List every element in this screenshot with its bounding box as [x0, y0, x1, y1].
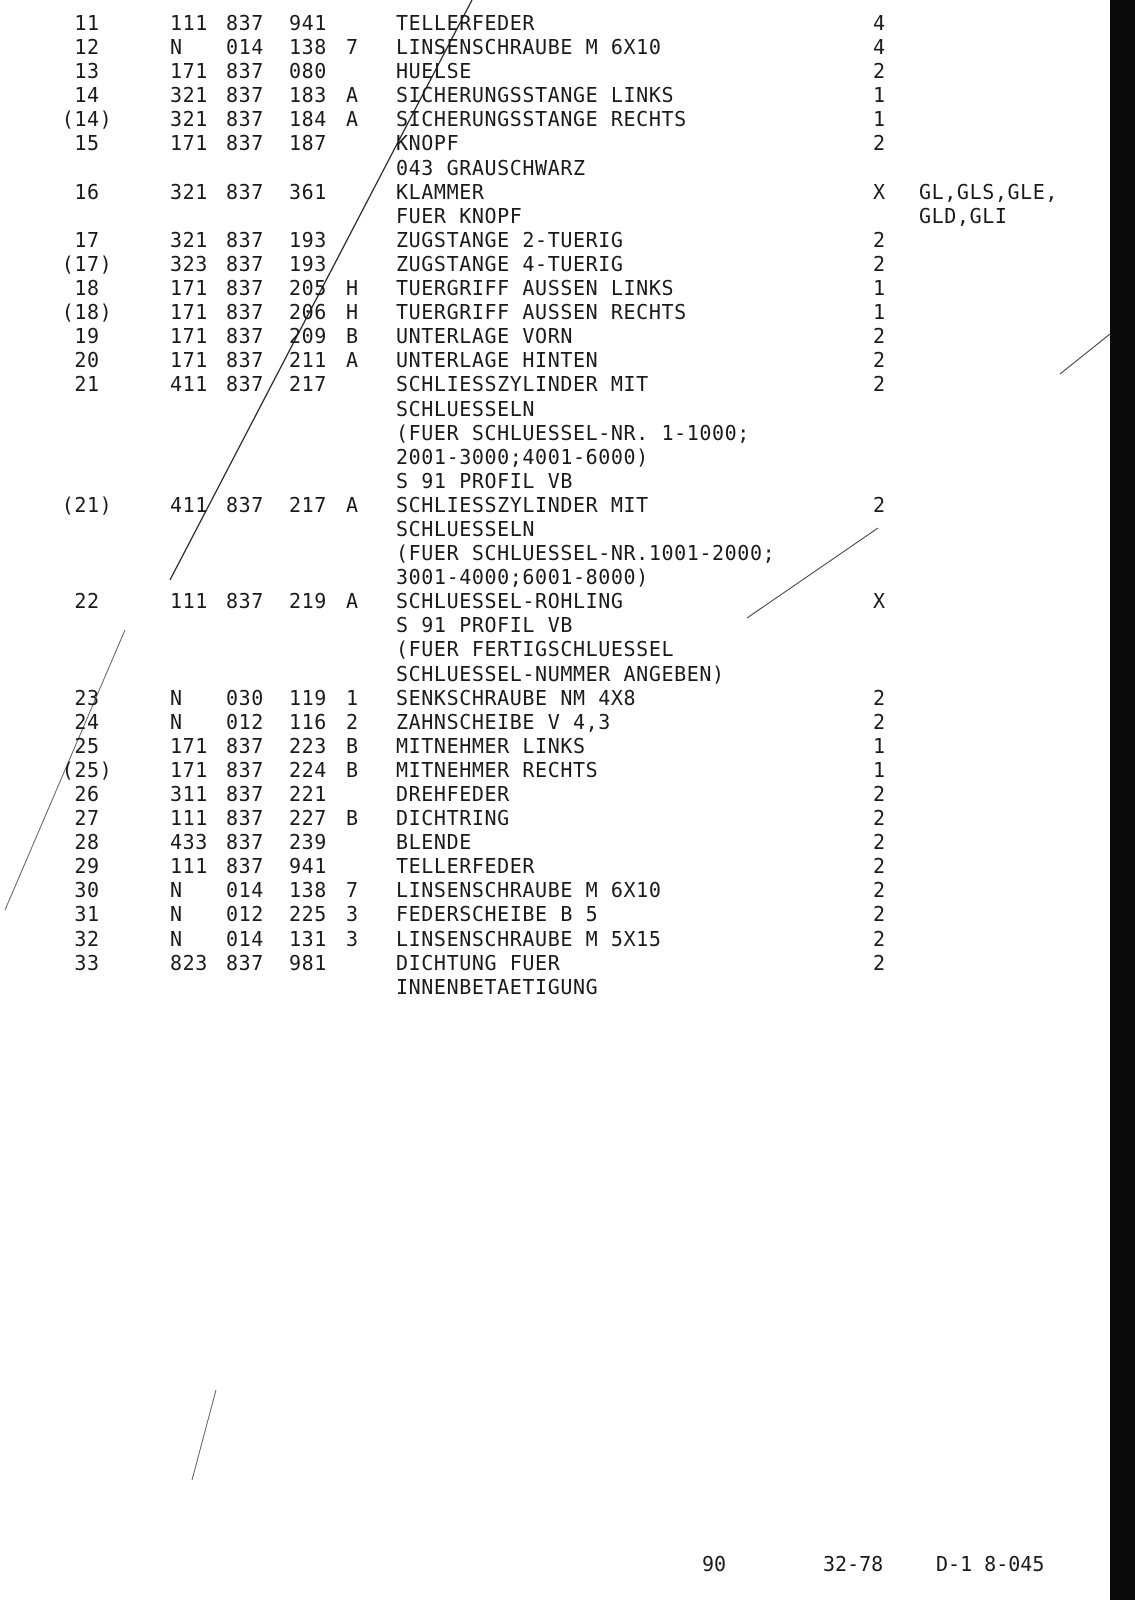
part-group: 837: [226, 227, 264, 252]
part-number: 223: [289, 733, 327, 758]
parts-row: [0, 493, 1110, 517]
part-quantity: 2: [873, 950, 886, 975]
footer-reference: D-1 8-045: [936, 1552, 1045, 1576]
part-group: 030: [226, 685, 264, 710]
part-description: SCHLUESSEL-ROHLING: [396, 589, 624, 614]
part-quantity: 1: [873, 733, 886, 758]
part-group: 837: [226, 276, 264, 301]
position-number: 20: [74, 348, 100, 373]
part-group: 014: [226, 35, 264, 60]
part-suffix: 3: [346, 902, 359, 927]
part-prefix: 171: [170, 59, 208, 84]
position-number: (14): [61, 107, 113, 132]
part-group: 837: [226, 11, 264, 35]
part-group: 837: [226, 372, 264, 397]
parts-row: [0, 782, 1110, 806]
part-quantity: X: [873, 589, 886, 614]
part-group: 837: [226, 950, 264, 975]
part-suffix: 2: [346, 709, 359, 734]
parts-row: [0, 517, 1110, 541]
part-prefix: 171: [170, 300, 208, 325]
part-prefix: N: [170, 35, 183, 60]
parts-row: [0, 11, 1110, 35]
position-number: 25: [74, 733, 100, 758]
parts-row: [0, 228, 1110, 252]
part-description: MITNEHMER RECHTS: [396, 757, 599, 782]
part-number: 217: [289, 372, 327, 397]
part-group: 014: [226, 926, 264, 951]
parts-row: [0, 758, 1110, 782]
position-number: 17: [74, 227, 100, 252]
part-number: 080: [289, 59, 327, 84]
part-suffix: A: [346, 83, 359, 108]
part-suffix: A: [346, 348, 359, 373]
parts-row: [0, 854, 1110, 878]
parts-row: [0, 613, 1110, 637]
part-suffix: A: [346, 492, 359, 517]
parts-row: [0, 469, 1110, 493]
position-number: (18): [61, 300, 113, 325]
position-number: (17): [61, 251, 113, 276]
part-quantity: 4: [873, 35, 886, 60]
parts-row: [0, 902, 1110, 926]
part-quantity: 2: [873, 685, 886, 710]
part-group: 837: [226, 179, 264, 204]
parts-row: [0, 565, 1110, 589]
parts-row: [0, 878, 1110, 902]
part-suffix: 3: [346, 926, 359, 951]
part-number: 217: [289, 492, 327, 517]
part-number: 981: [289, 950, 327, 975]
parts-row: [0, 180, 1110, 204]
part-quantity: 2: [873, 227, 886, 252]
position-number: (21): [61, 492, 113, 517]
part-number: 116: [289, 709, 327, 734]
part-quantity: 2: [873, 878, 886, 903]
parts-row: [0, 710, 1110, 734]
part-prefix: 171: [170, 324, 208, 349]
parts-row: [0, 734, 1110, 758]
position-number: 30: [74, 878, 100, 903]
part-prefix: 311: [170, 782, 208, 806]
part-quantity: 1: [873, 276, 886, 301]
part-quantity: 1: [873, 300, 886, 325]
part-number: 187: [289, 131, 327, 156]
part-group: 014: [226, 878, 264, 903]
position-number: 29: [74, 854, 100, 879]
part-description: TUERGRIFF AUSSEN RECHTS: [396, 300, 687, 325]
part-description: DREHFEDER: [396, 782, 510, 806]
part-prefix: 111: [170, 589, 208, 614]
part-suffix: 7: [346, 35, 359, 60]
parts-list: [0, 11, 1110, 999]
parts-row: [0, 806, 1110, 830]
position-number: 28: [74, 830, 100, 855]
part-number: 209: [289, 324, 327, 349]
part-number: 131: [289, 926, 327, 951]
part-prefix: 171: [170, 276, 208, 301]
part-number: 227: [289, 806, 327, 831]
part-quantity: 2: [873, 251, 886, 276]
part-prefix: 433: [170, 830, 208, 855]
part-description: ZAHNSCHEIBE V 4,3: [396, 709, 611, 734]
part-suffix: A: [346, 589, 359, 614]
part-prefix: N: [170, 878, 183, 903]
parts-row: [0, 204, 1110, 228]
parts-row: [0, 951, 1110, 975]
parts-row: [0, 107, 1110, 131]
part-prefix: 411: [170, 492, 208, 517]
parts-row: [0, 83, 1110, 107]
position-number: 16: [74, 179, 100, 204]
part-description: MITNEHMER LINKS: [396, 733, 586, 758]
part-description: ZUGSTANGE 2-TUERIG: [396, 227, 624, 252]
part-group: 837: [226, 854, 264, 879]
parts-row: [0, 589, 1110, 613]
part-description: LINSENSCHRAUBE M 6X10: [396, 878, 662, 903]
part-prefix: 823: [170, 950, 208, 975]
parts-row: [0, 348, 1110, 372]
part-prefix: 111: [170, 806, 208, 831]
part-description: DICHTRING: [396, 806, 510, 831]
part-number: 184: [289, 107, 327, 132]
part-group: 837: [226, 589, 264, 614]
part-prefix: 111: [170, 854, 208, 879]
part-description: HUELSE: [396, 59, 472, 84]
part-quantity: 2: [873, 806, 886, 831]
parts-row: [0, 975, 1110, 999]
part-description: (FUER SCHLUESSEL-NR.1001-2000;: [396, 541, 776, 566]
parts-row: [0, 686, 1110, 710]
part-number: 206: [289, 300, 327, 325]
part-group: 837: [226, 251, 264, 276]
part-description: S 91 PROFIL VB: [396, 613, 573, 638]
position-number: 12: [74, 35, 100, 60]
position-number: 32: [74, 926, 100, 951]
part-number: 193: [289, 227, 327, 252]
parts-row: [0, 541, 1110, 565]
part-prefix: N: [170, 902, 183, 927]
part-description: S 91 PROFIL VB: [396, 468, 573, 493]
part-number: 119: [289, 685, 327, 710]
parts-row: [0, 397, 1110, 421]
page-number: 90: [702, 1552, 727, 1576]
part-group: 012: [226, 902, 264, 927]
part-prefix: 321: [170, 83, 208, 108]
part-suffix: B: [346, 733, 359, 758]
parts-row: [0, 372, 1110, 396]
position-number: (25): [61, 757, 113, 782]
part-description: TUERGRIFF AUSSEN LINKS: [396, 276, 675, 301]
part-prefix: N: [170, 685, 183, 710]
parts-row: [0, 59, 1110, 83]
part-description: SICHERUNGSSTANGE RECHTS: [396, 107, 687, 132]
part-suffix: H: [346, 300, 359, 325]
part-prefix: 171: [170, 733, 208, 758]
part-group: 837: [226, 107, 264, 132]
part-prefix: 321: [170, 227, 208, 252]
part-quantity: 1: [873, 757, 886, 782]
part-prefix: 321: [170, 179, 208, 204]
part-quantity: X: [873, 179, 886, 204]
part-description: KNOPF: [396, 131, 460, 156]
part-group: 837: [226, 806, 264, 831]
position-number: 15: [74, 131, 100, 156]
part-quantity: 2: [873, 926, 886, 951]
part-group: 837: [226, 782, 264, 806]
parts-row: [0, 156, 1110, 180]
parts-row: [0, 445, 1110, 469]
part-description: 043 GRAUSCHWARZ: [396, 155, 586, 180]
parts-row: [0, 252, 1110, 276]
position-number: 22: [74, 589, 100, 614]
part-prefix: 171: [170, 131, 208, 156]
part-description: SICHERUNGSSTANGE LINKS: [396, 83, 675, 108]
part-description: LINSENSCHRAUBE M 6X10: [396, 35, 662, 60]
part-description: 2001-3000;4001-6000): [396, 444, 649, 469]
part-prefix: 411: [170, 372, 208, 397]
part-number: 211: [289, 348, 327, 373]
part-description: FEDERSCHEIBE B 5: [396, 902, 599, 927]
part-suffix: 7: [346, 878, 359, 903]
position-number: 18: [74, 276, 100, 301]
part-description: ZUGSTANGE 4-TUERIG: [396, 251, 624, 276]
part-prefix: 171: [170, 348, 208, 373]
part-quantity: 2: [873, 830, 886, 855]
part-description: 3001-4000;6001-8000): [396, 565, 649, 590]
part-description: SCHLIESSZYLINDER MIT: [396, 492, 649, 517]
part-quantity: 1: [873, 107, 886, 132]
part-group: 012: [226, 709, 264, 734]
part-description: SCHLUESSELN: [396, 516, 536, 541]
part-number: 138: [289, 35, 327, 60]
part-number: 225: [289, 902, 327, 927]
part-description: (FUER SCHLUESSEL-NR. 1-1000;: [396, 420, 750, 445]
parts-row: [0, 300, 1110, 324]
part-number: 183: [289, 83, 327, 108]
part-quantity: 2: [873, 324, 886, 349]
part-suffix: 1: [346, 685, 359, 710]
parts-row: [0, 276, 1110, 300]
parts-row: [0, 324, 1110, 348]
part-group: 837: [226, 324, 264, 349]
part-prefix: N: [170, 926, 183, 951]
part-quantity: 2: [873, 709, 886, 734]
part-prefix: 321: [170, 107, 208, 132]
position-number: 27: [74, 806, 100, 831]
part-description: DICHTUNG FUER: [396, 950, 561, 975]
parts-row: [0, 830, 1110, 854]
position-number: 24: [74, 709, 100, 734]
part-number: 221: [289, 782, 327, 806]
part-description: SCHLUESSELN: [396, 396, 536, 421]
part-quantity: 4: [873, 11, 886, 35]
part-group: 837: [226, 300, 264, 325]
part-group: 837: [226, 59, 264, 84]
part-description: KLAMMER: [396, 179, 485, 204]
part-description: SCHLIESSZYLINDER MIT: [396, 372, 649, 397]
part-description: BLENDE: [396, 830, 472, 855]
part-suffix: B: [346, 757, 359, 782]
part-group: 837: [226, 348, 264, 373]
part-description: (FUER FERTIGSCHLUESSEL: [396, 637, 675, 662]
position-number: 31: [74, 902, 100, 927]
position-number: 11: [74, 11, 100, 35]
part-description: SENKSCHRAUBE NM 4X8: [396, 685, 637, 710]
position-number: 33: [74, 950, 100, 975]
part-prefix: N: [170, 709, 183, 734]
part-prefix: 171: [170, 757, 208, 782]
part-group: 837: [226, 492, 264, 517]
part-quantity: 2: [873, 59, 886, 84]
part-description: SCHLUESSEL-NUMMER ANGEBEN): [396, 661, 725, 686]
part-suffix: H: [346, 276, 359, 301]
parts-row: [0, 637, 1110, 661]
part-description: TELLERFEDER: [396, 854, 536, 879]
part-group: 837: [226, 830, 264, 855]
part-number: 239: [289, 830, 327, 855]
parts-row: [0, 131, 1110, 155]
position-number: 23: [74, 685, 100, 710]
part-group: 837: [226, 757, 264, 782]
part-group: 837: [226, 733, 264, 758]
part-number: 205: [289, 276, 327, 301]
part-number: 361: [289, 179, 327, 204]
position-number: 14: [74, 83, 100, 108]
part-quantity: 2: [873, 131, 886, 156]
part-quantity: 1: [873, 83, 886, 108]
part-prefix: 111: [170, 11, 208, 35]
part-description: FUER KNOPF: [396, 203, 523, 228]
part-number: 138: [289, 878, 327, 903]
footer-date: 32-78: [823, 1552, 884, 1576]
part-prefix: 323: [170, 251, 208, 276]
parts-row: [0, 421, 1110, 445]
part-number: 224: [289, 757, 327, 782]
part-quantity: 2: [873, 348, 886, 373]
part-quantity: 2: [873, 372, 886, 397]
position-number: 19: [74, 324, 100, 349]
part-remark: GL,GLS,GLE,: [919, 179, 1059, 204]
part-quantity: 2: [873, 902, 886, 927]
part-suffix: B: [346, 324, 359, 349]
part-remark: GLD,GLI: [919, 203, 1008, 228]
parts-row: [0, 662, 1110, 686]
position-number: 26: [74, 782, 100, 806]
part-number: 219: [289, 589, 327, 614]
part-group: 837: [226, 83, 264, 108]
part-number: 941: [289, 11, 327, 35]
part-number: 193: [289, 251, 327, 276]
part-description: TELLERFEDER: [396, 11, 536, 35]
part-quantity: 2: [873, 854, 886, 879]
part-suffix: A: [346, 107, 359, 132]
part-description: UNTERLAGE VORN: [396, 324, 573, 349]
part-group: 837: [226, 131, 264, 156]
part-quantity: 2: [873, 492, 886, 517]
position-number: 13: [74, 59, 100, 84]
part-quantity: 2: [873, 782, 886, 806]
part-description: LINSENSCHRAUBE M 5X15: [396, 926, 662, 951]
parts-row: [0, 35, 1110, 59]
position-number: 21: [74, 372, 100, 397]
parts-row: [0, 927, 1110, 951]
part-description: INNENBETAETIGUNG: [396, 974, 599, 999]
part-number: 941: [289, 854, 327, 879]
part-description: UNTERLAGE HINTEN: [396, 348, 599, 373]
part-suffix: B: [346, 806, 359, 831]
